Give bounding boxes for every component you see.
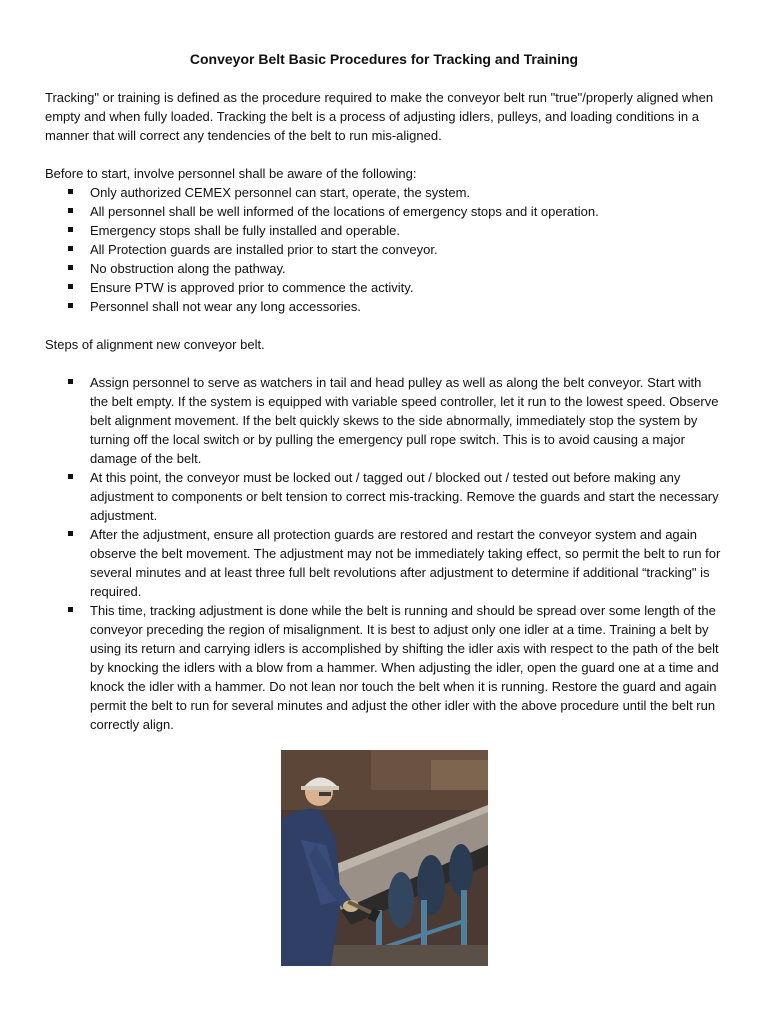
conveyor-worker-photo <box>281 750 488 966</box>
list-item-text: All personnel shall be well informed of the locations of emergency stops and it operation. <box>90 204 599 219</box>
bullet-icon <box>68 474 73 479</box>
list-item <box>45 259 723 278</box>
list-item <box>45 240 723 259</box>
photo-illustration <box>281 750 488 966</box>
bullet-icon <box>68 284 73 289</box>
list-item-text: Personnel shall not wear any long accessories. <box>90 299 361 314</box>
list-item-text: Assign personnel to serve as watchers in tail and head pulley as well as along the belt conveyor. Start with the belt empty. If the system is equipped with variable speed controller, let it run to the lowest speed. Observe belt alignment movement. If the belt quickly skews to the side abnormally, immediately stop the system by turning off the local switch or by pulling the emergency pull rope switch. This is to avoid causing a major damage of the belt. <box>90 375 719 466</box>
list-item-text: At this point, the conveyor must be locked out / tagged out / blocked out / tested out before making any adjustment to components or belt tension to correct mis-tracking. Remove the guards and start the necessary adjustment. <box>90 470 719 523</box>
list-item <box>45 183 723 202</box>
list-item-text: All Protection guards are installed prior to start the conveyor. <box>90 242 438 257</box>
bullet-icon <box>68 265 73 270</box>
steps-heading: Steps of alignment new conveyor belt. <box>45 337 265 352</box>
bullet-icon <box>68 208 73 213</box>
steps-list <box>45 373 723 734</box>
bullet-icon <box>68 303 73 308</box>
list-item <box>45 601 723 734</box>
document-title: Conveyor Belt Basic Procedures for Tracking and Training <box>189 51 579 67</box>
list-item-text: This time, tracking adjustment is done while the belt is running and should be spread over some length of the conveyor preceding the region of misalignment. It is best to adjust only one idler at a time. Training a belt by using its return and carrying idlers is accomplished by shifting the idler axis with respect to the path of the belt by knocking the idlers with a blow from a hammer. When adjusting the idler, open the guard one at a time and knock the idler with a hammer. Do not lean nor touch the belt when it is running. Restore the guard and again permit the belt to run for several minutes and adjust the other idler with the above procedure until the belt run correctly align. <box>90 603 719 732</box>
before-list <box>45 183 723 316</box>
list-item <box>45 202 723 221</box>
list-item-text: After the adjustment, ensure all protection guards are restored and restart the conveyor system and again observe the belt movement. The adjustment may not be immediately taking effect, so permit the belt to run for several minutes and at least three full belt revolutions after adjustment to determine if additional “tracking" is required. <box>90 527 721 599</box>
list-item <box>45 373 723 468</box>
list-item <box>45 525 723 601</box>
bullet-icon <box>68 607 73 612</box>
bullet-icon <box>68 227 73 232</box>
list-item <box>45 297 723 316</box>
list-item-text: No obstruction along the pathway. <box>90 261 286 276</box>
list-item-text: Only authorized CEMEX personnel can start, operate, the system. <box>90 185 471 200</box>
list-item-text: Ensure PTW is approved prior to commence the activity. <box>90 280 414 295</box>
bullet-icon <box>68 379 73 384</box>
bullet-icon <box>68 189 73 194</box>
bullet-icon <box>68 531 73 536</box>
list-item-text: Emergency stops shall be fully installed and operable. <box>90 223 401 238</box>
list-item <box>45 278 723 297</box>
list-item <box>45 221 723 240</box>
list-item <box>45 468 723 525</box>
intro-paragraph: Tracking" or training is defined as the procedure required to make the conveyor belt run "true"/properly aligned when empty and when fully loaded. Tracking the belt is a process of adjusting idlers, pulleys, and loading conditions in a manner that will correct any tendencies of the belt to run mis-aligned. <box>45 90 714 143</box>
bullet-icon <box>68 246 73 251</box>
before-heading: Before to start, involve personnel shall be aware of the following: <box>45 166 417 181</box>
